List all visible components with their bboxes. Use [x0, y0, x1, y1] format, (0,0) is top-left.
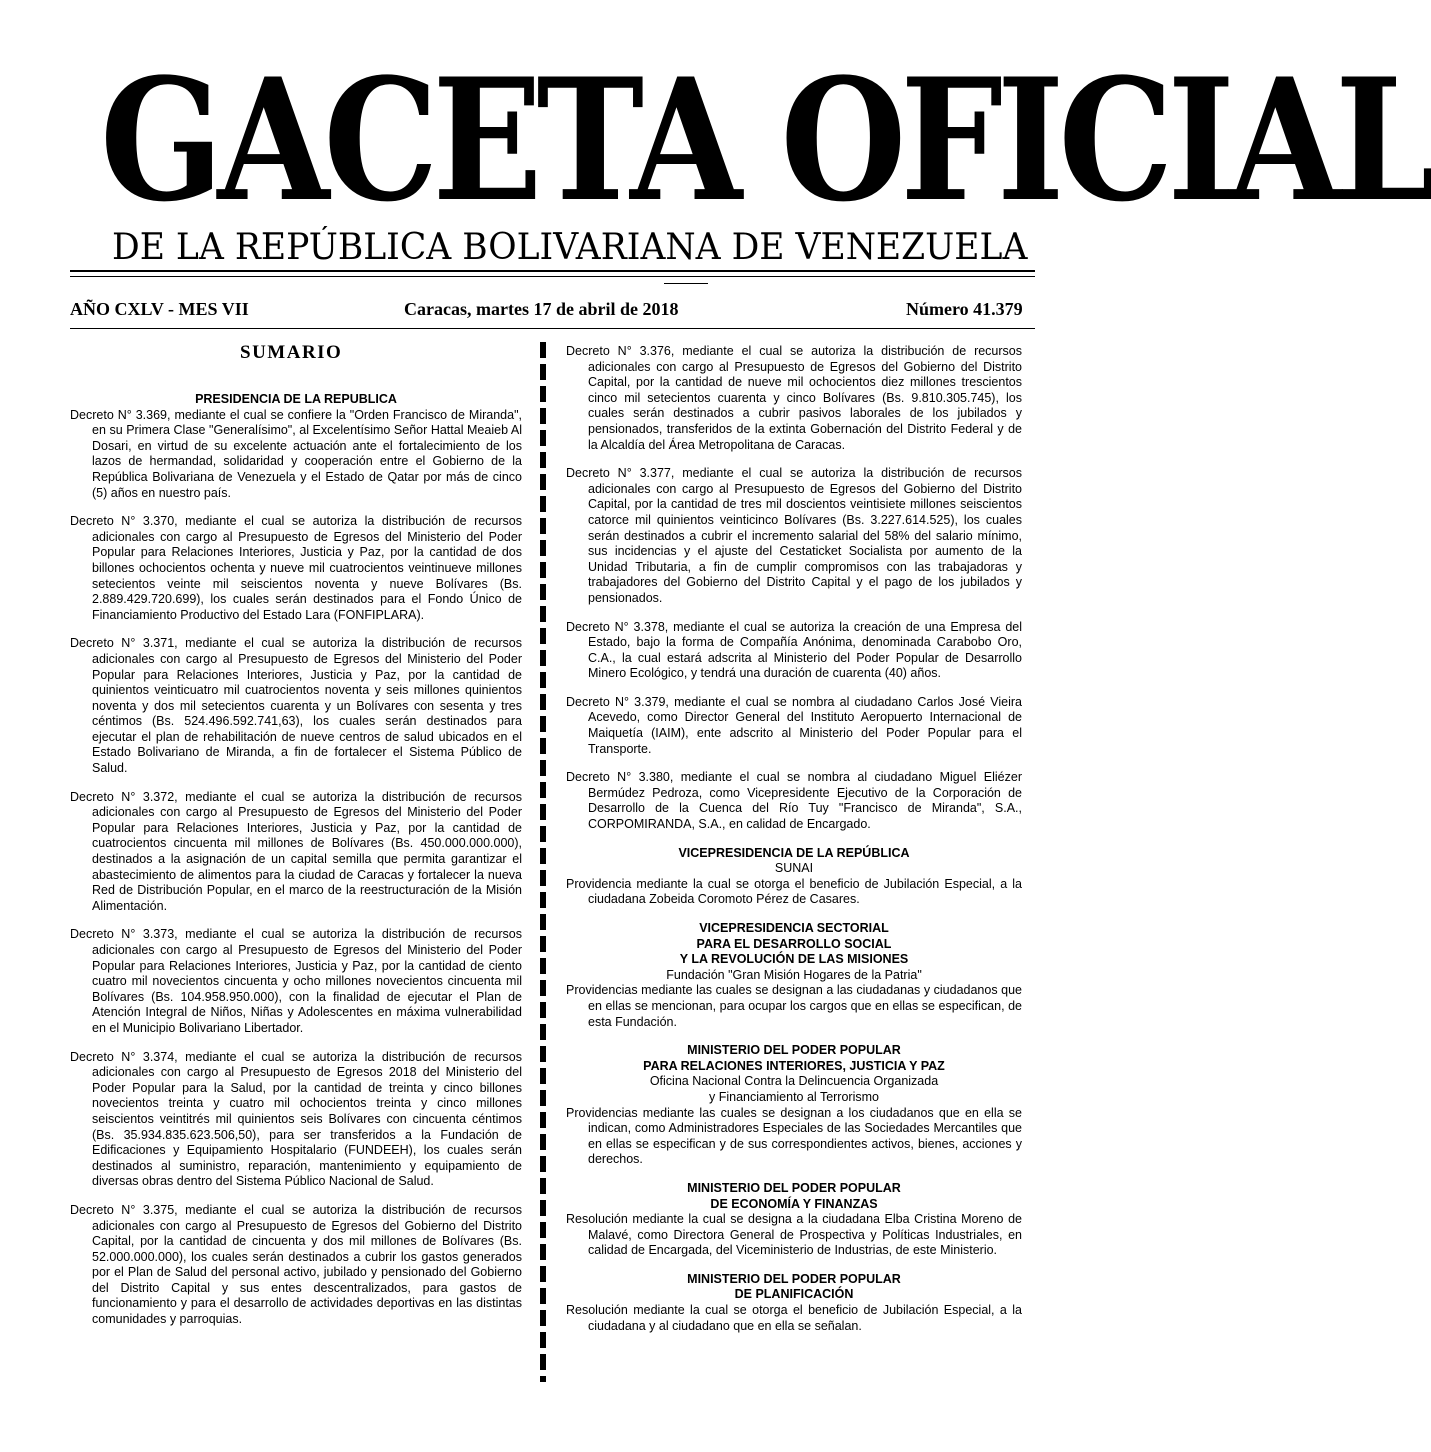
summary-item: Decreto N° 3.372, mediante el cual se autoriza la distribución de recursos adicionales con cargo al Presupuesto de Egresos del Ministerio del Poder Popular para Relaciones Interiores, Justicia y Paz, por la cantidad de cuatrocientos cincuenta mil millones de Bolívares (Bs. 450.000.000.000), destinados a la asignación de un capital semilla que permita garantizar el abastecimiento de alimentos para la ciudad de Caracas y fortalecer la nueva Red de Distribución Popular, en el marco de la reestructuración de la Misión Alimentación. — [70, 789, 522, 913]
summary-item: Decreto N° 3.380, mediante el cual se nombra al ciudadano Miguel Eliézer Bermúdez Pedroza, como Vicepresidente Ejecutivo de la Corporación de Desarrollo de la Cuenca del Río Tuy "Francisco de Miranda", S.A., CORPOMIRANDA, S.A., en calidad de Encargado. — [566, 770, 1022, 832]
summary-item: Resolución mediante la cual se otorga el beneficio de Jubilación Especial, a la ciudadana y al ciudadano que en ella se señalan. — [566, 1303, 1022, 1333]
summary-item: Decreto N° 3.371, mediante el cual se autoriza la distribución de recursos adicionales con cargo al Presupuesto de Egresos del Ministerio del Poder Popular para Relaciones Interiores, Justicia y Paz, por la cantidad de quinientos veinticuatro mil cuatrocientos noventa y seis millones quinientos noventa y dos mil setecientos cuarenta y un Bolívares con sesenta y tres céntimos (Bs. 524.496.592.741,63), los cuales serán destinados para ejecutar el plan de rehabilitación de nueve centros de salud ubicados en el Estado Bolivariano de Miranda, a fin de fortalecer el Sistema Público de Salud. — [70, 636, 522, 776]
section-subheading: Oficina Nacional Contra la Delincuencia Organizada — [649, 1074, 939, 1089]
summary-item: Providencias mediante las cuales se designan a las ciudadanas y ciudadanos que en ellas se mencionan, para ocupar los cargos que en ellas se especifican, de esta Fundación. — [566, 983, 1022, 1029]
summary-item: Decreto N° 3.369, mediante el cual se confiere la "Orden Francisco de Miranda", en su Primera Clase "Generalísimo", al Excelentísimo Señor Hattal Meaieb Al Dosari, en virtud de su excelente actuación ante el fortalecimiento de los lazos de hermandad, solidaridad y cooperación entre el Gobierno de la República Bolivariana de Venezuela y el Estado de Qatar por más de cinco (5) años en nuestro país. — [70, 407, 522, 500]
right-column — [566, 344, 1022, 1404]
masthead-subtitle: DE LA REPÚBLICA BOLIVARIANA DE VENEZUELA — [112, 227, 1028, 268]
summary-item: Decreto N° 3.375, mediante el cual se autoriza la distribución de recursos adicionales con cargo al Presupuesto de Egresos del Gobierno del Distrito Capital, por la cantidad de cincuenta y dos mil millones de Bolívares (Bs. 52.000.000.000), los cuales serán destinados a cubrir los gastos generados por el Plan de Salud del personal activo, jubilado y pensionado del Gobierno del Distrito Capital y sus entes descentralizados, para gastos de funcionamiento y para el desarrollo de actividades deportivas en las distintas comunidades y parroquias. — [70, 1202, 522, 1327]
summary-item: Decreto N° 3.376, mediante el cual se autoriza la distribución de recursos adicionales con cargo al Presupuesto de Egresos del Gobierno del Distrito Capital, por la cantidad de nueve mil ochocientos diez millones trescientos cinco mil setecientos cuarenta y cinco Bolívares (Bs. 9.810.305.745), los cuales serán destinados a cubrir pasivos laborales de los jubilados y pensionados, transferidos de la extinta Gobernación del Distrito Federal y de la Alcaldía del Área Metropolitana de Caracas. — [566, 344, 1022, 452]
summary-item: Decreto N° 3.378, mediante el cual se autoriza la creación de una Empresa del Estado, bajo la forma de Compañía Anónima, denominada Carabobo Oro, C.A., la cual estará adscrita al Ministerio del Poder Popular de Desarrollo Minero Ecológico, y tendrá una duración de cuarenta (40) años. — [566, 619, 1022, 681]
summary-item: Providencias mediante las cuales se designan a los ciudadanos que en ella se indican, como Administradores Especiales de las Sociedades Mercantiles que en ellas se especifican y de sus correspondientes activos, bienes, acciones y derechos. — [566, 1105, 1022, 1167]
summary-item: Resolución mediante la cual se designa a la ciudadana Elba Cristina Moreno de Malavé, como Directora General de Prospectiva y Políticas Industriales, en calidad de Encargada, del Viceministerio de Industrias, de este Ministerio. — [566, 1212, 1022, 1258]
section-heading: PRESIDENCIA DE LA REPUBLICA — [195, 392, 397, 406]
section-relaciones-interiores — [566, 1043, 1022, 1168]
summary-item: Decreto N° 3.370, mediante el cual se autoriza la distribución de recursos adicionales con cargo al Presupuesto de Egresos del Ministerio del Poder Popular para Relaciones Interiores, Justicia y Paz, por la cantidad de dos billones ochocientos ochenta y nueve mil cuatrocientos veintinueve millones setecientos veinte mil seiscientos noventa y nueve Bolívares (Bs. 2.889.429.720.699), los cuales serán destinados para el Fondo Único de Financiamiento Productivo del Estado Lara (FONFIPLARA). — [70, 514, 522, 622]
issue-year-month: AÑO CXLV - MES VII — [70, 299, 249, 319]
summary-item: Decreto N° 3.379, mediante el cual se nombra al ciudadano Carlos José Vieira Acevedo, como Director General del Instituto Aeropuerto Internacional de Maiquetía (IAIM), ente adscrito al Ministerio del Poder Popular para el Transporte. — [566, 694, 1022, 756]
section-economia-finanzas — [566, 1181, 1022, 1259]
issue-rule — [70, 328, 1035, 329]
sumario-heading: SUMARIO — [240, 342, 343, 363]
left-column — [70, 392, 522, 1452]
section-subheading: SUNAI — [774, 861, 814, 876]
section-planificacion — [566, 1272, 1022, 1334]
section-heading: Y LA REVOLUCIÓN DE LAS MISIONES — [679, 952, 909, 967]
column-divider — [540, 342, 546, 1382]
issue-place-date: Caracas, martes 17 de abril de 2018 — [404, 299, 679, 319]
section-subheading: Fundación "Gran Misión Hogares de la Patria" — [666, 967, 922, 982]
section-vicepresidencia — [566, 846, 1022, 908]
masthead-title: GACETA OFICIAL — [100, 41, 1431, 239]
section-vicepresidencia-sectorial — [566, 921, 1022, 1030]
section-heading: MINISTERIO DEL PODER POPULAR — [687, 1271, 901, 1286]
issue-number: Número 41.379 — [906, 299, 1023, 319]
section-heading: PARA EL DESARROLLO SOCIAL — [696, 936, 892, 951]
section-heading: MINISTERIO DEL PODER POPULAR — [687, 1180, 901, 1195]
section-heading: VICEPRESIDENCIA SECTORIAL — [699, 921, 889, 935]
summary-item: Decreto N° 3.377, mediante el cual se autoriza la distribución de recursos adicionales con cargo al Presupuesto de Egresos del Gobierno del Distrito Capital, por la cantidad de tres mil doscientos veintisiete millones seiscientos catorce mil quinientos veinticinco Bolívares (Bs. 3.227.614.525), los cuales serán destinados a cubrir el incremento salarial del 58% del salario mínimo, sus incidencias y el ajuste del Cestaticket Socialista por aumento de la Unidad Tributaria, a fin de cumplir compromisos con las trabajadoras y trabajadores del Gobierno del Distrito Capital y el pago de los jubilados y pensionados. — [566, 466, 1022, 605]
section-heading: PARA RELACIONES INTERIORES, JUSTICIA Y PAZ — [643, 1058, 945, 1073]
masthead-rule-thin — [70, 276, 1035, 277]
section-heading: MINISTERIO DEL PODER POPULAR — [687, 1043, 901, 1058]
section-heading: DE ECONOMÍA Y FINANZAS — [710, 1196, 878, 1211]
masthead-rule — [70, 270, 1035, 272]
section-subheading: y Financiamiento al Terrorismo — [709, 1089, 879, 1104]
summary-item: Decreto N° 3.373, mediante el cual se autoriza la distribución de recursos adicionales con cargo al Presupuesto de Egresos del Ministerio del Poder Popular para Relaciones Interiores, Justicia y Paz, por la cantidad de ciento cuatro mil novecientos cincuenta y ocho millones novecientos cincuenta mil Bolívares (Bs. 104.958.950.000), con la finalidad de ejecutar el Plan de Atención Integral de Niños, Niñas y Adolescentes en máxima vulnerabilidad en el Municipio Bolivariano Libertador. — [70, 927, 522, 1035]
summary-item: Decreto N° 3.374, mediante el cual se autoriza la distribución de recursos adicionales con cargo al Presupuesto de Egresos 2018 del Ministerio del Poder Popular para la Salud, por la cantidad de treinta y cinco billones novecientos treinta y cuatro mil ochocientos treinta y cinco millones seiscientos veintitrés mil quinientos seis Bolívares con cincuenta céntimos (Bs. 35.934.835.623.506,50), para ser transferidos a la Fundación de Edificaciones y Equipamiento Hospitalario (FUNDEEH), los cuales serán destinados al suministro, reparación, mantenimiento y equipamiento de diversas obras dentro del Sistema Público Nacional de Salud. — [70, 1049, 522, 1189]
summary-item: Providencia mediante la cual se otorga el beneficio de Jubilación Especial, a la ciudadana Zobeida Coromoto Pérez de Casares. — [566, 876, 1022, 907]
masthead-rule-mark — [664, 283, 708, 284]
section-heading: VICEPRESIDENCIA DE LA REPÚBLICA — [678, 845, 910, 860]
section-heading: DE PLANIFICACIÓN — [734, 1287, 854, 1302]
